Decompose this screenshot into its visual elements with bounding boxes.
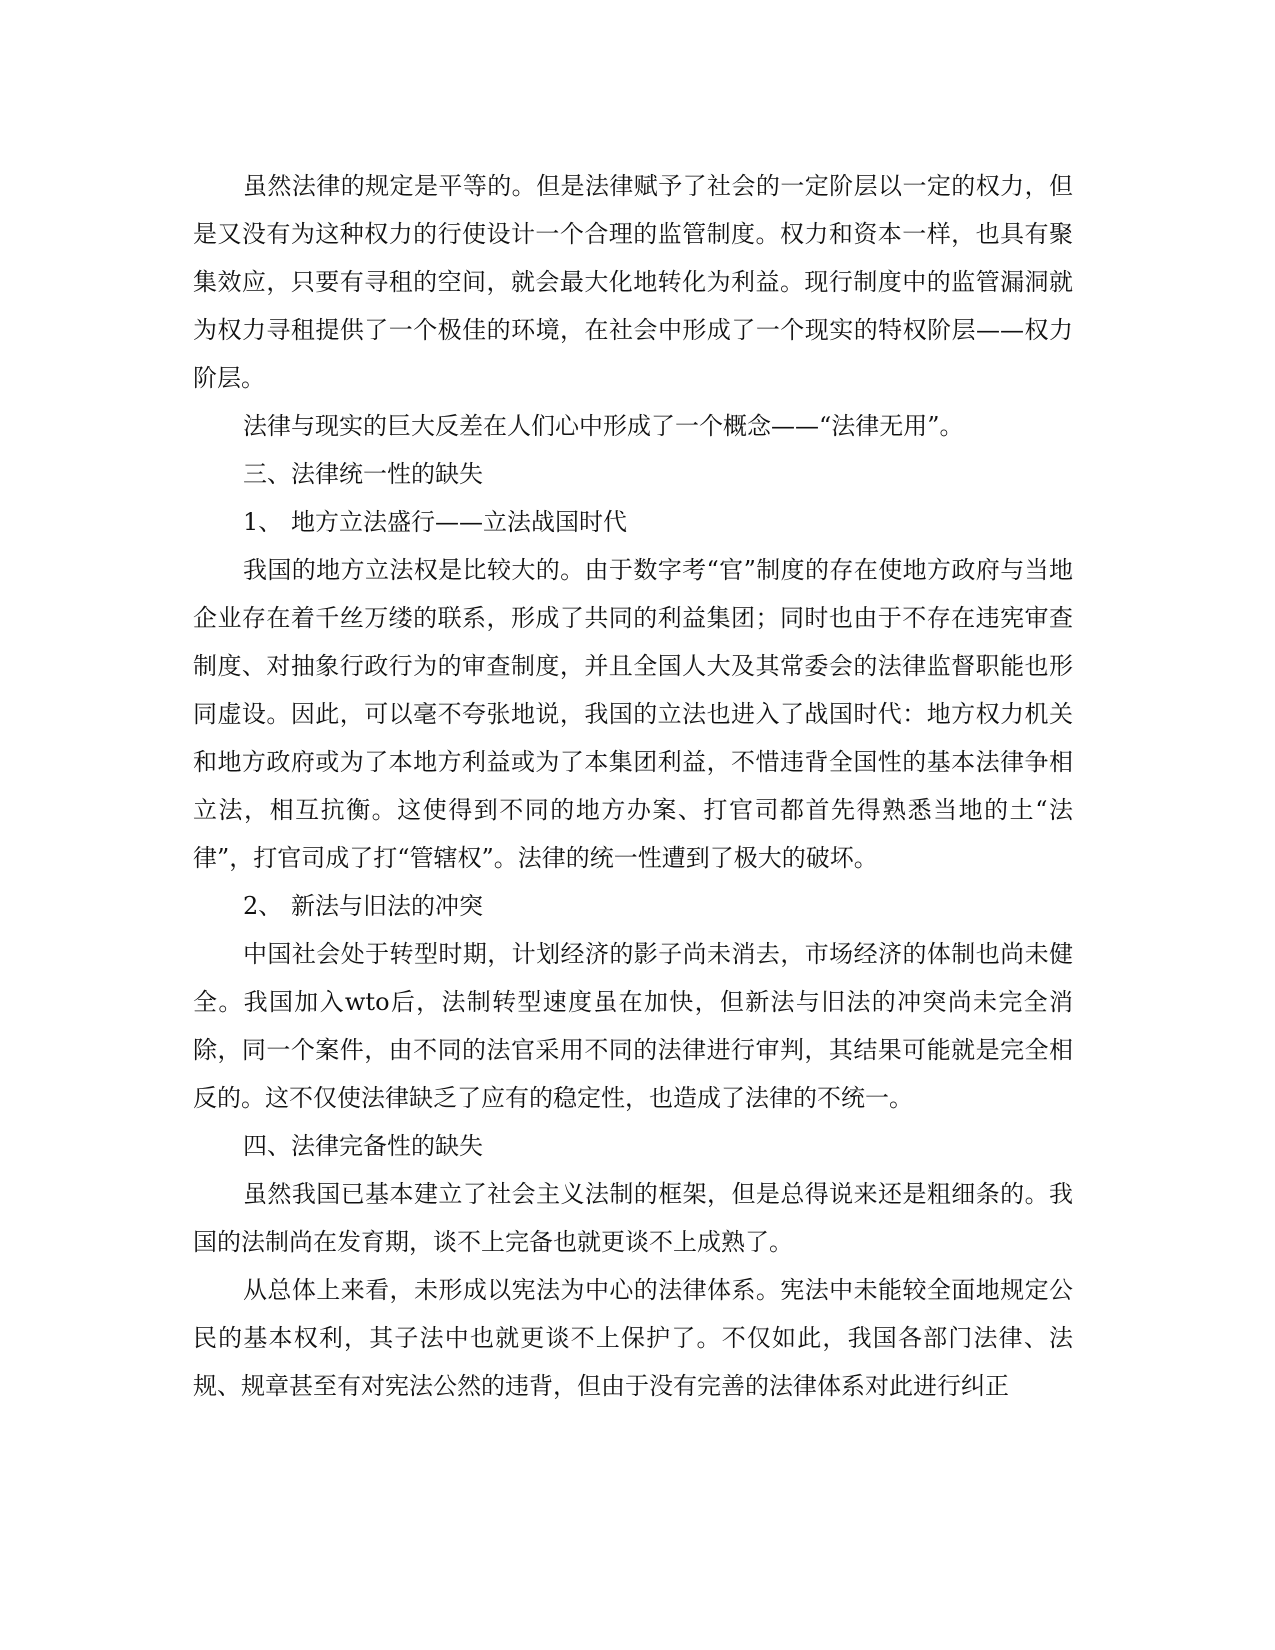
subsection-title: 地方立法盛行——立法战国时代 — [291, 508, 627, 536]
paragraph: 我国的地方立法权是比较大的。由于数字考“官”制度的存在使地方政府与当地企业存在着千丝万缕的联系，形成了共同的利益集团；同时也由于不存在违宪审查制度、对抽象行政行为的审查制度，并且全国人大及其常委会的法律监督职能也形同虚设。因此，可以毫不夸张地说，我国的立法也进入了战国时代：地方权力机关和地方政府或为了本地方利益或为了本集团利益，不惜违背全国性的基本法律争相立法，相互抗衡。这使得到不同的地方办案、打官司都首先得熟悉当地的土“法律”，打官司成了打“管辖权”。法律的统一性遭到了极大的破坏。 — [193, 556, 1073, 872]
paragraph: 从总体上来看，未形成以宪法为中心的法律体系。宪法中未能较全面地规定公民的基本权利，其子法中也就更谈不上保护了。不仅如此，我国各部门法律、法规、规章甚至有对宪法公然的违背，但由于没有完善的法律体系对此进行纠正 — [193, 1276, 1073, 1400]
paragraph: 法律与现实的巨大反差在人们心中形成了一个概念——“法律无用”。 — [243, 412, 964, 440]
paragraph: 中国社会处于转型时期，计划经济的影子尚未消去，市场经济的体制也尚未健全。我国加入wto后，法制转型速度虽在加快，但新法与旧法的冲突尚未完全消除，同一个案件，由不同的法官采用不同的法律进行审判，其结果可能就是完全相反的。这不仅使法律缺乏了应有的稳定性，也造成了法律的不统一。 — [193, 940, 1073, 1112]
subsection-number: 2、 — [243, 892, 283, 920]
subsection-heading — [193, 498, 1073, 546]
section-heading: 四、法律完备性的缺失 — [243, 1132, 483, 1160]
paragraph: 虽然我国已基本建立了社会主义法制的框架，但是总得说来还是粗细条的。我国的法制尚在发育期，谈不上完备也就更谈不上成熟了。 — [193, 1180, 1073, 1256]
subsection-number: 1、 — [243, 508, 283, 536]
subsection-title: 新法与旧法的冲突 — [291, 892, 483, 920]
paragraph: 虽然法律的规定是平等的。但是法律赋予了社会的一定阶层以一定的权力，但是又没有为这种权力的行使设计一个合理的监管制度。权力和资本一样，也具有聚集效应，只要有寻租的空间，就会最大化地转化为利益。现行制度中的监管漏洞就为权力寻租提供了一个极佳的环境，在社会中形成了一个现实的特权阶层——权力阶层。 — [193, 172, 1073, 392]
section-heading: 三、法律统一性的缺失 — [243, 460, 483, 488]
subsection-heading — [193, 882, 1073, 930]
document-body — [193, 162, 1073, 1410]
